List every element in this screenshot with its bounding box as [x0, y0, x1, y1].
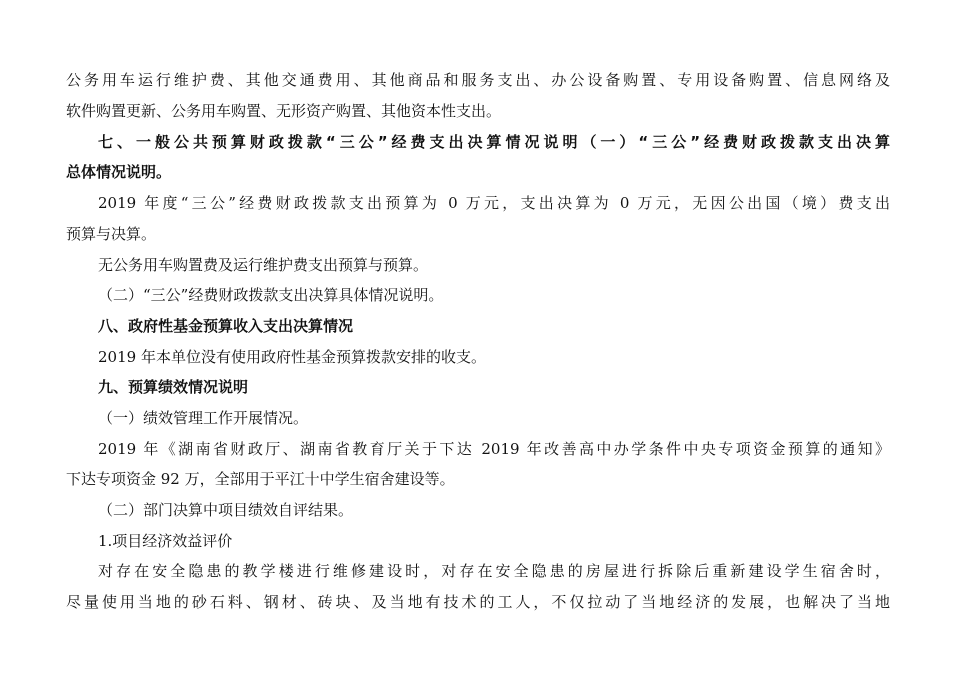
subheading-line: 1.项目经济效益评价	[98, 532, 233, 550]
paragraph-line: 预算与决算。	[66, 225, 157, 243]
paragraph-line: 公务用车运行维护费、其他交通费用、其他商品和服务支出、办公设备购置、专用设备购置、信息网络及	[66, 71, 890, 89]
section-heading-7-cont: 总体情况说明。	[66, 163, 172, 181]
paragraph-line: 无公务用车购置费及运行维护费支出预算与预算。	[98, 256, 429, 274]
subheading-line: （一）绩效管理工作开展情况。	[98, 409, 309, 427]
paragraph-line: 下达专项资金 92 万，全部用于平江十中学生宿舍建设等。	[66, 470, 455, 488]
paragraph-line: 尽量使用当地的砂石料、钢材、砖块、及当地有技术的工人，不仅拉动了当地经济的发展，也解决了当地	[66, 593, 890, 611]
paragraph-line: 2019 年度“三公”经费财政拨款支出预算为 0 万元，支出决算为 0 万元，无因公出国（境）费支出	[98, 194, 890, 212]
subheading-line: （二）“三公”经费财政拨款支出决算具体情况说明。	[98, 286, 444, 304]
paragraph-line: 软件购置更新、公务用车购置、无形资产购置、其他资本性支出。	[66, 102, 502, 120]
paragraph-line: 对存在安全隐患的教学楼进行维修建设时，对存在安全隐患的房屋进行拆除后重新建设学生宿舍时，	[98, 562, 890, 580]
section-heading-8: 八、政府性基金预算收入支出决算情况	[98, 317, 354, 335]
paragraph-line: 2019 年本单位没有使用政府性基金预算拨款安排的收支。	[98, 348, 486, 366]
section-heading-9: 九、预算绩效情况说明	[98, 378, 249, 396]
subheading-line: （二）部门决算中项目绩效自评结果。	[98, 501, 354, 519]
paragraph-line: 2019 年《湖南省财政厅、湖南省教育厅关于下达 2019 年改善高中办学条件中央专项资金预算的通知》	[98, 440, 890, 458]
section-heading-7: 七、一般公共预算财政拨款“三公”经费支出决算情况说明（一）“三公”经费财政拨款支出决算	[98, 133, 890, 151]
